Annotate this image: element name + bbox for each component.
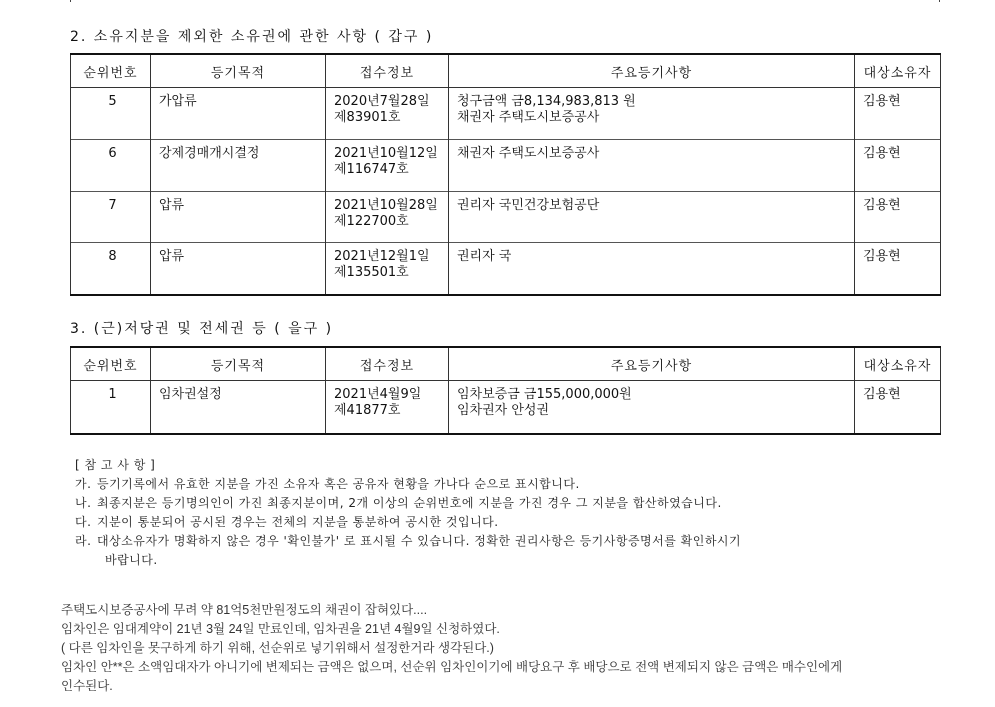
rank-no: 7 xyxy=(71,192,151,243)
detail-line: 임차권자 안성권 xyxy=(457,403,550,418)
note-mark: 나. xyxy=(75,496,92,510)
note-item xyxy=(75,532,955,551)
receipt-date: 2021년10월12일 xyxy=(334,146,438,161)
note-item xyxy=(75,494,955,513)
header-owner: 대상소유자 xyxy=(855,54,941,88)
owner: 김용현 xyxy=(855,243,941,295)
note-text: 최종지분은 등기명의인이 가진 최종지분이며, 2개 이상의 순위번호에 지분을 가진 경우 그 지분을 합산하였습니다. xyxy=(97,496,722,510)
receipt xyxy=(326,140,449,192)
receipt-number: 제41877호 xyxy=(334,403,401,418)
reference-notes xyxy=(75,456,955,570)
rank-no: 6 xyxy=(71,140,151,192)
rank-no: 5 xyxy=(71,88,151,140)
purpose: 압류 xyxy=(151,192,326,243)
owner: 김용현 xyxy=(855,381,941,434)
details xyxy=(449,192,855,243)
table-row xyxy=(71,140,941,192)
note-text: 지분이 통분되어 공시된 경우는 전체의 지분을 통분하여 공시한 것입니다. xyxy=(97,515,499,529)
receipt xyxy=(326,88,449,140)
comment-line: ( 다른 임차인을 못구하게 하기 위해, 선순위로 넣기위해서 설정한거라 생각된다.) xyxy=(61,641,494,655)
note-text: 대상소유자가 명확하지 않은 경우 '확인불가' 로 표시될 수 있습니다. 정확한 권리사항은 등기사항증명서를 확인하시기 xyxy=(97,534,742,548)
header-purpose: 등기목적 xyxy=(151,347,326,381)
section3-header-row xyxy=(71,347,941,381)
comment-line: 임차인 안**은 소액임대자가 아니기에 변제되는 금액은 없으며, 선순위 임차인이기에 배당요구 후 배당으로 전액 변제되지 않은 금액은 매수인에게 xyxy=(61,660,843,674)
section3-title: 3. (근)저당권 및 전세권 등 ( 을구 ) xyxy=(70,321,334,337)
section2-title: 2. 소유지분을 제외한 소유권에 관한 사항 ( 갑구 ) xyxy=(70,29,434,45)
receipt-date: 2020년7월28일 xyxy=(334,94,430,109)
note-mark: 다. xyxy=(75,515,92,529)
section3-table xyxy=(70,346,941,435)
owner: 김용현 xyxy=(855,140,941,192)
section2-table xyxy=(70,53,941,296)
header-rank-no: 순위번호 xyxy=(71,54,151,88)
detail-line: 청구금액 금8,134,983,813 원 xyxy=(457,94,636,109)
purpose: 가압류 xyxy=(151,88,326,140)
receipt-number: 제83901호 xyxy=(334,110,401,125)
section2-header-row xyxy=(71,54,941,88)
receipt-number: 제116747호 xyxy=(334,162,409,177)
comment-line: 주택도시보증공사에 무려 약 81억5천만원정도의 채권이 잡혀있다.... xyxy=(61,603,428,617)
note-text: 등기기록에서 유효한 지분을 가진 소유자 혹은 공유자 현황을 가나다 순으로 표시합니다. xyxy=(97,477,580,491)
note-mark: 라. xyxy=(75,534,92,548)
previous-table-bottom-edge xyxy=(70,0,940,2)
header-purpose: 등기목적 xyxy=(151,54,326,88)
header-receipt: 접수정보 xyxy=(326,54,449,88)
purpose: 강제경매개시결정 xyxy=(151,140,326,192)
header-receipt: 접수정보 xyxy=(326,347,449,381)
receipt-date: 2021년4월9일 xyxy=(334,387,422,402)
detail-line: 채권자 주택도시보증공사 xyxy=(457,110,600,125)
rank-no: 8 xyxy=(71,243,151,295)
note-item xyxy=(75,513,955,532)
header-details: 주요등기사항 xyxy=(449,54,855,88)
rank-no: 1 xyxy=(71,381,151,434)
detail-line: 임차보증금 금155,000,000원 xyxy=(457,387,632,402)
note-continuation: 바랍니다. xyxy=(105,553,158,567)
receipt-number: 제122700호 xyxy=(334,214,409,229)
table-row xyxy=(71,88,941,140)
receipt-date: 2021년12월1일 xyxy=(334,249,430,264)
header-owner: 대상소유자 xyxy=(855,347,941,381)
table-row xyxy=(71,381,941,434)
purpose: 압류 xyxy=(151,243,326,295)
purpose: 임차권설정 xyxy=(151,381,326,434)
note-mark: 가. xyxy=(75,477,92,491)
detail-line: 권리자 국민건강보험공단 xyxy=(457,198,600,213)
owner: 김용현 xyxy=(855,88,941,140)
receipt xyxy=(326,243,449,295)
receipt-number: 제135501호 xyxy=(334,265,409,280)
details xyxy=(449,381,855,434)
header-details: 주요등기사항 xyxy=(449,347,855,381)
owner: 김용현 xyxy=(855,192,941,243)
table-row xyxy=(71,192,941,243)
receipt-date: 2021년10월28일 xyxy=(334,198,438,213)
header-rank-no: 순위번호 xyxy=(71,347,151,381)
detail-line: 권리자 국 xyxy=(457,249,512,264)
receipt xyxy=(326,192,449,243)
comment-line: 임차인은 임대계약이 21년 3월 24일 만료인데, 임차권을 21년 4월9일 신청하였다. xyxy=(61,622,500,636)
details xyxy=(449,140,855,192)
detail-line: 채권자 주택도시보증공사 xyxy=(457,146,600,161)
details xyxy=(449,88,855,140)
notes-title: [ 참 고 사 항 ] xyxy=(75,458,156,472)
note-item xyxy=(75,475,955,494)
details xyxy=(449,243,855,295)
comment-line: 인수된다. xyxy=(61,679,113,693)
table-row xyxy=(71,243,941,295)
receipt xyxy=(326,381,449,434)
author-comment xyxy=(61,601,981,696)
